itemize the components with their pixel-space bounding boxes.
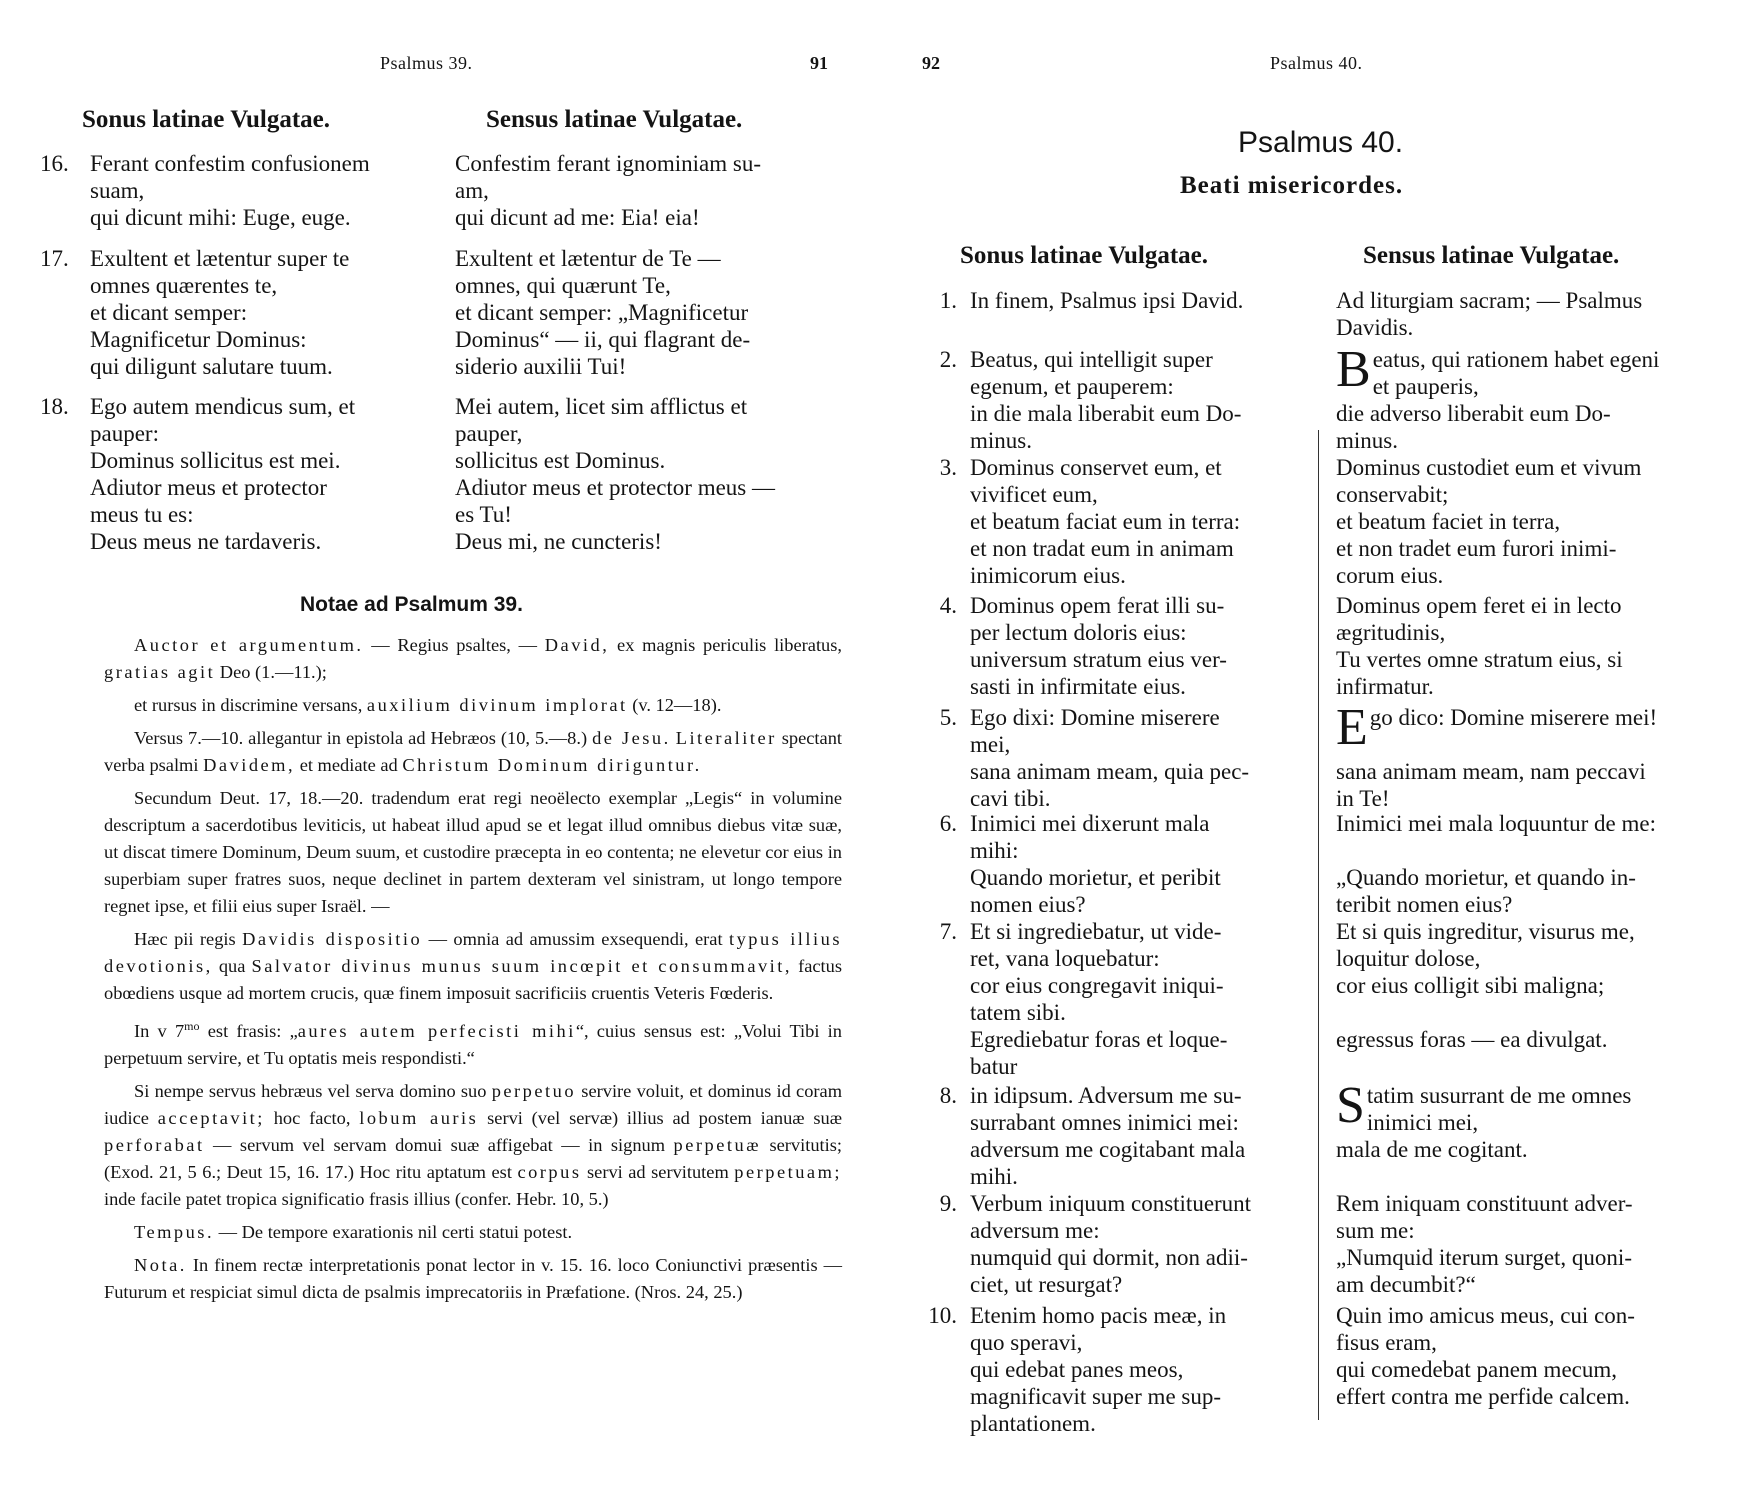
verse-sensus: Exultent et lætentur de Te — omnes, qui quærunt Te, et dicant semper: „Magnificetur Dominus“ — ii, qui flagrant de- siderio auxilii Tui! — [455, 246, 751, 379]
verse-sonus: Etenim homo pacis meæ, in quo speravi, qui edebat panes meos, magnificavit super me sup- plantationem. — [970, 1303, 1227, 1436]
verse-number: 1. — [939, 288, 957, 313]
verse-number: 6. — [939, 811, 957, 836]
verse-number: 9. — [939, 1191, 957, 1216]
verse-sensus: Dominus opem feret ei in lecto ægritudinis, Tu vertes omne stratum eius, si infirmatur. — [1336, 593, 1623, 699]
note-paragraph: Nota. In finem rectæ interpretationis ponat lector in v. 15. 16. loco Coniunctivi præsentis — Futurum et respiciat simul dicta de psalmis imprecatoriis in Præfatione. (Nros. 24, 25.) — [104, 1255, 842, 1303]
verse-sonus: Verbum iniquum constituerunt adversum me: numquid qui dormit, non adii- ciet, ut resurgat? — [970, 1191, 1252, 1297]
verse-sonus: Dominus conservet eum, et vivificet eum, et beatum faciat eum in terra: et non tradat eum in animam inimicorum eius. — [970, 455, 1241, 588]
verse-sensus: Rem iniquam constituunt adver- sum me: „Numquid iterum surget, quoni- am decumbit?“ — [1336, 1191, 1633, 1297]
notes-title: Notae ad Psalmum 39. — [300, 593, 523, 616]
psalm-title: Psalmus 40. — [1238, 126, 1404, 159]
verse-sensus: Dominus custodiet eum et vivum conservabit; et beatum faciet in terra, et non tradet eum furori inimi- corum eius. — [1336, 455, 1642, 588]
running-title: Psalmus 39. — [380, 53, 473, 73]
verse-sonus: Dominus opem ferat illi su- per lectum doloris eius: universum stratum eius ver- sasti in infirmitate eius. — [970, 593, 1227, 699]
verse-number: 7. — [939, 919, 957, 944]
note-paragraph: In v $7^{mo}$ est frasis: „aures autem perfecisti mihi“, cuius sensus est: „Volui Tibi in perpetuum servire, et Tu optatis meis respondisti.“ — [104, 1019, 842, 1069]
page-number: 92 — [922, 53, 940, 73]
verse-sensus: Confestim ferant ignominiam su- am, qui dicunt ad me: Eia! eia! — [455, 151, 761, 230]
note-paragraph: Tempus. — De tempore exarationis nil certi statui potest. — [134, 1222, 573, 1243]
column-heading-sensus: Sensus latinae Vulgatae. — [486, 106, 743, 133]
verse-sonus: in idipsum. Adversum me su- surrabant omnes inimici mei: adversum me cogitabant mala mihi. — [970, 1083, 1246, 1189]
verse-number: 5. — [939, 705, 957, 730]
verse-sonus: Inimici mei dixerunt mala mihi: Quando morietur, et peribit nomen eius? — [970, 811, 1221, 917]
page-number: 91 — [810, 53, 828, 73]
verse-sonus: In finem, Psalmus ipsi David. — [970, 288, 1244, 313]
note-paragraph: Si nempe servus hebræus vel serva domino suo perpetuo servire voluit, et dominus id coram iudice acceptavit; hoc facto, lobum auris servi (vel servæ) illius ad postem ianuæ suæ perforabat — servum vel servam domui suæ affigebat — in signum perpetuæ servitutis; (Exod. 21, 5 6.; Deut 15, 16. 17.) Hoc ritu aptatum est corpus servi ad servitutem perpetuam; inde facile patet tropica significatio frasis illius (confer. Hebr. 10, 5.) — [104, 1081, 842, 1210]
verse-number: 16. — [40, 151, 69, 176]
verse-sonus: Beatus, qui intelligit super egenum, et pauperem: in die mala liberabit eum Do- minus. — [970, 347, 1242, 453]
verse-sensus: Statim susurrant de me omnes inimici mei, mala de me cogitant. — [1336, 1077, 1632, 1162]
verse-number: 18. — [40, 394, 69, 419]
psalm-subtitle: Beati misericordes. — [1180, 172, 1404, 199]
verse-sensus: Quin imo amicus meus, cui con- fisus eram, qui comedebat panem mecum, effert contra me perfide calcem. — [1336, 1303, 1635, 1409]
verse-sonus: Exultent et lætentur super te omnes quærentes te, et dicant semper: Magnificetur Dominus: qui diligunt salutare tuum. — [90, 246, 350, 379]
verse-sensus: Beatus, qui rationem habet egeni et pauperis, die adverso liberabit eum Do- minus. — [1336, 341, 1660, 453]
verse-number: 3. — [939, 455, 957, 480]
verse-sensus: Mei autem, licet sim afflictus et pauper, sollicitus est Dominus. Adiutor meus et protector meus — es Tu! Deus mi, ne cuncteris! — [455, 394, 776, 554]
note-paragraph: Secundum Deut. 17, 18.—20. tradendum erat regi neoëlecto exemplar „Legis“ in volumine descriptum a sacerdotibus leviticis, ut habeat illud apud se et legat illud omnibus diebus vitæ suæ, ut discat timere Dominum, Deum suum, et custodire præcepta in eo contenta; ne elevetur cor eius in superbiam super fratres suos, neque declinet in partem dexteram vel sinistram, ut longo tempore regnet ipse, et filii eius super Israël. — — [104, 788, 842, 916]
verse-number: 8. — [939, 1083, 957, 1108]
notes-body — [104, 632, 842, 1312]
verse-number: 17. — [40, 246, 69, 271]
note-paragraph: Versus 7.—10. allegantur in epistola ad Hebræos (10, 5.—8.) de Jesu. Literaliter spectant verba psalmi Davidem, et mediate ad Christum Dominum diriguntur. — [104, 728, 842, 775]
verse-sonus: Ego autem mendicus sum, et pauper: Dominus sollicitus est mei. Adiutor meus et protector meus tu es: Deus meus ne tardaveris. — [90, 394, 356, 554]
drop-capital: B — [1336, 341, 1371, 398]
verse-sonus: Ego dixi: Domine miserere mei, sana animam meam, quia pec- cavi tibi. — [970, 705, 1250, 811]
verse-sonus: Ferant confestim confusionem suam, qui dicunt mihi: Euge, euge. — [90, 151, 370, 230]
verse-number: 2. — [939, 347, 957, 372]
verse-sensus: Et si quis ingreditur, visurus me, loquitur dolose, cor eius colligit sibi maligna; egressus foras — ea divulgat. — [1336, 919, 1635, 1052]
note-paragraph: et rursus in discrimine versans, auxilium divinum implorat (v. 12—18). — [134, 695, 722, 715]
drop-capital: S — [1336, 1077, 1365, 1134]
running-title: Psalmus 40. — [1270, 53, 1363, 73]
note-paragraph: Hæc pii regis Davidis dispositio — omnia ad amussim exsequendi, erat typus illius devotionis, qua Salvator divinus munus suum incœpit et consummavit, factus obœdiens usque ad mortem crucis, quæ finem imposuit sacrificiis cruentis Veteris Fœderis. — [104, 929, 843, 1003]
verse-sensus: Inimici mei mala loquuntur de me: „Quando morietur, et quando in- teribit nomen eius? — [1336, 811, 1657, 917]
verse-number: 4. — [939, 593, 957, 618]
column-heading-sonus: Sonus latinae Vulgatae. — [960, 242, 1208, 269]
drop-capital: E — [1336, 699, 1368, 756]
verse-sensus: Ego dico: Domine miserere mei! sana animam meam, nam peccavi in Te! — [1336, 699, 1658, 811]
verse-sonus: Et si ingrediebatur, ut vide- ret, vana loquebatur: cor eius congregavit iniqui- tatem sibi. Egrediebatur foras et loque- batur — [970, 919, 1228, 1079]
column-heading-sensus: Sensus latinae Vulgatae. — [1363, 242, 1620, 269]
column-heading-sonus: Sonus latinae Vulgatae. — [82, 106, 330, 133]
column-divider — [1318, 430, 1319, 1420]
note-paragraph: Auctor et argumentum. — Regius psaltes, — David, ex magnis periculis liberatus, gratias agit Deo (1.—11.); — [104, 635, 842, 682]
verse-number: 10. — [928, 1303, 957, 1328]
verse-sensus: Ad liturgiam sacram; — Psalmus Davidis. — [1336, 288, 1643, 340]
